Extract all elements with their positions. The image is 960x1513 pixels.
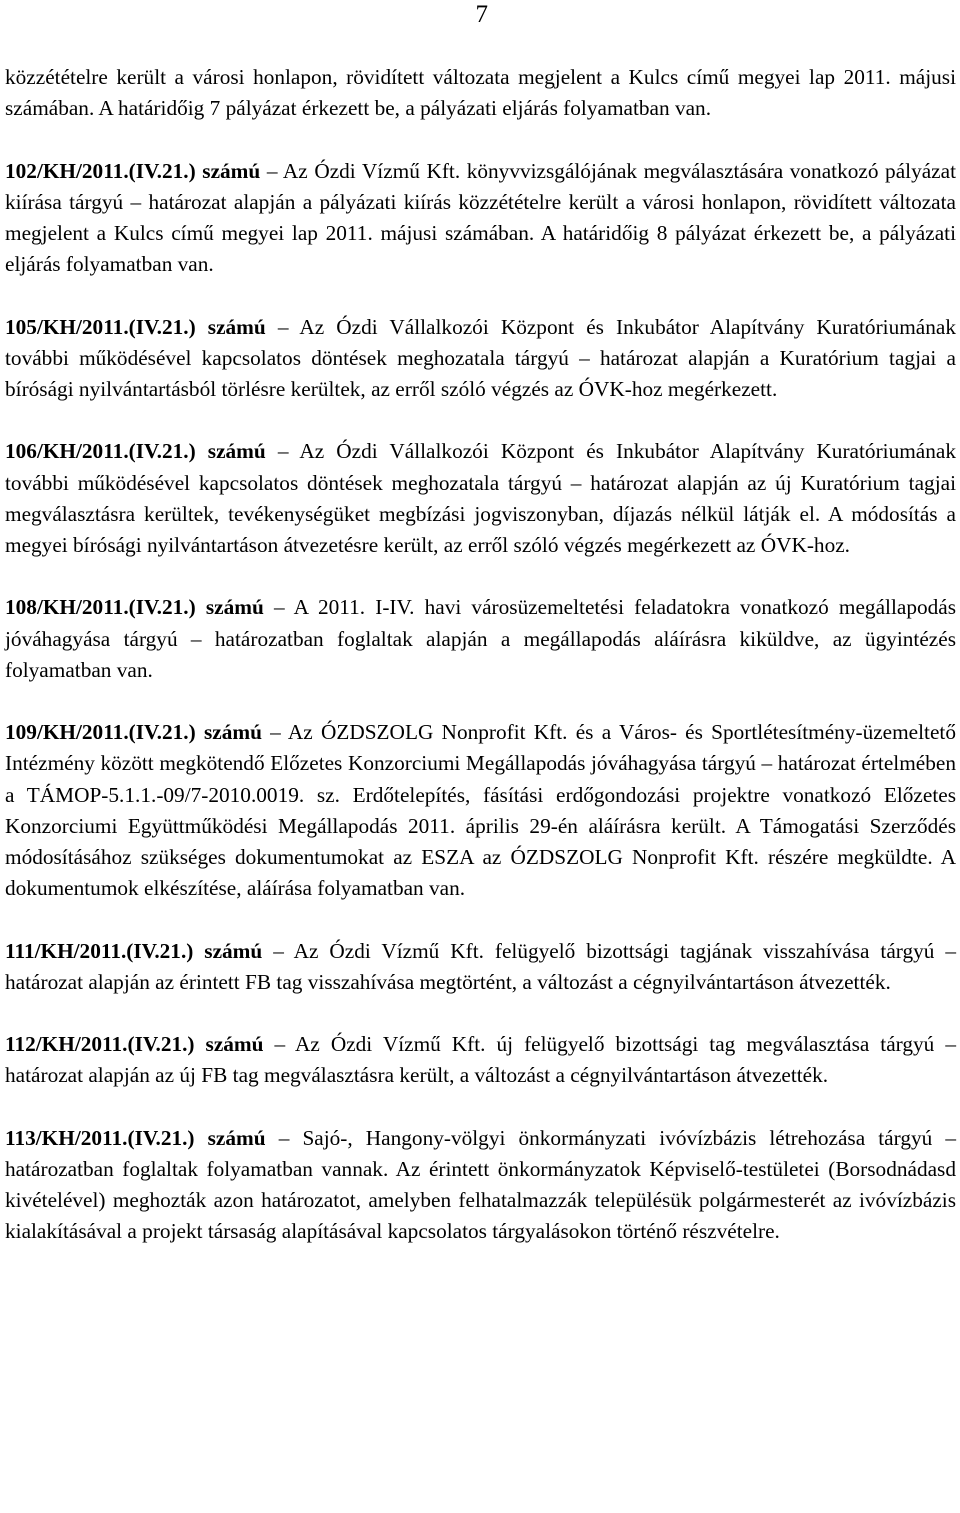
paragraph-108 bbox=[5, 592, 956, 686]
resolution-number: 111/KH/2011.(IV.21.) bbox=[5, 938, 194, 963]
paragraph-intro bbox=[5, 62, 956, 124]
paragraph-text: – Sajó-, Hangony-völgyi önkormányzati ivóvízbázis létrehozása tárgyú – határozatban foglaltak folyamatban vannak. Az érintett önkormányzatok Képviselő-testületei (Borsodnádasd kivételével) meghozták azon határozatot, amelyben felhatalmazzák településük polgármesterét az ivóvízbázis kialakításával a projekt társaság alapításával kapcsolatos tárgyalásokon történő részvételre. bbox=[5, 1125, 957, 1244]
resolution-number: 113/KH/2011.(IV.21.) bbox=[5, 1125, 195, 1150]
resolution-szamu: számú bbox=[202, 158, 261, 183]
paragraph-102 bbox=[5, 156, 956, 281]
paragraph-112 bbox=[5, 1029, 956, 1091]
paragraph-105 bbox=[5, 312, 956, 406]
paragraph-text: – Az Ózdi Vízmű Kft. felügyelő bizottsági tagjának visszahívása tárgyú – határozat alapján az érintett FB tag visszahívása megtörtént, a változást a cégnyilvántartáson átvezették. bbox=[5, 938, 957, 994]
paragraph-text: – A 2011. I-IV. havi városüzemeltetési feladatokra vonatkozó megállapodás jóváhagyása tárgyú – határozatban foglaltak alapján a megállapodás aláírásra kiküldve, az ügyintézés folyamatban van. bbox=[5, 595, 957, 682]
paragraph-text: – Az ÓZDSZOLG Nonprofit Kft. és a Város- és Sportlétesítmény-üzemeltető Intézmény között megkötendő Előzetes Konzorciumi Megállapodás jóváhagyása tárgyú – határozat értelmében a TÁMOP-5.1.1.-09/7-2010.0019. sz. Erdőtelepítés, fásítási erdőgondozási projektre vonatkozó Előzetes Konzorciumi Együttműködési Megállapodás 2011. április 29-én aláírásra került. A Támogatási Szerződés módosításához szükséges dokumentumokat az ESZA az ÓZDSZOLG Nonprofit Kft. részére megküldte. A dokumentumok elkészítése, aláírása folyamatban van. bbox=[5, 720, 956, 901]
paragraph-text: – Az Ózdi Vállalkozói Központ és Inkubátor Alapítvány Kuratóriumának további működésével kapcsolatos döntések meghozatala tárgyú – határozat alapján a Kuratórium tagjai a bírósági nyilvántartásból törlésre kerültek, az erről szóló végzés az ÓVK-hoz megérkezett. bbox=[5, 314, 956, 401]
resolution-number: 102/KH/2011.(IV.21.) bbox=[5, 158, 196, 183]
paragraph-106 bbox=[5, 436, 956, 561]
resolution-szamu: számú bbox=[204, 938, 263, 963]
paragraph-111 bbox=[5, 936, 956, 998]
resolution-number: 108/KH/2011.(IV.21.) bbox=[5, 595, 196, 620]
resolution-number: 105/KH/2011.(IV.21.) bbox=[5, 314, 196, 339]
page-number: 7 bbox=[475, 1, 488, 28]
paragraph-text: – Az Ózdi Vállalkozói Központ és Inkubátor Alapítvány Kuratóriumának további működésével kapcsolatos döntések meghozatala tárgyú – határozat alapján az új Kuratórium tagjai megválasztásra kerültek, tevékenységüket megbízási jogviszonyban, díjazás nélkül látják el. A módosítás a megyei bírósági nyilvántartáson átvezetésre került, az erről szóló végzés megérkezett az ÓVK-hoz. bbox=[5, 439, 956, 557]
paragraph-109 bbox=[5, 717, 956, 904]
resolution-number: 112/KH/2011.(IV.21.) bbox=[5, 1032, 195, 1057]
resolution-szamu: számú bbox=[207, 314, 266, 339]
resolution-szamu: számú bbox=[205, 595, 264, 620]
paragraph-text: – Az Ózdi Vízmű Kft. új felügyelő bizottsági tag megválasztása tárgyú – határozat alapján az új FB tag megválasztásra került, a változást a cégnyilvántartáson átvezették. bbox=[5, 1032, 956, 1088]
resolution-szamu: számú bbox=[205, 1032, 264, 1057]
resolution-szamu: számú bbox=[207, 439, 266, 464]
resolution-number: 106/KH/2011.(IV.21.) bbox=[5, 439, 196, 464]
resolution-number: 109/KH/2011.(IV.21.) bbox=[5, 720, 196, 745]
resolution-szamu: számú bbox=[207, 1125, 266, 1150]
paragraph-113 bbox=[5, 1123, 956, 1248]
paragraph-text: – Az Ózdi Vízmű Kft. könyvvizsgálójának megválasztására vonatkozó pályázat kiírása tárgyú – határozat alapján a pályázati kiírás közzétételre került a városi honlapon, rövidített változata megjelent a Kulcs című megyei lap 2011. májusi számában. A határidőig 8 pályázat érkezett be, a pályázati eljárás folyamatban van. bbox=[5, 158, 956, 277]
resolution-szamu: számú bbox=[203, 720, 262, 745]
paragraph-text: közzétételre került a városi honlapon, rövidített változata megjelent a Kulcs című megyei lap 2011. májusi számában. A határidőig 7 pályázat érkezett be, a pályázati eljárás folyamatban van. bbox=[5, 65, 956, 121]
document-body bbox=[5, 62, 956, 1248]
